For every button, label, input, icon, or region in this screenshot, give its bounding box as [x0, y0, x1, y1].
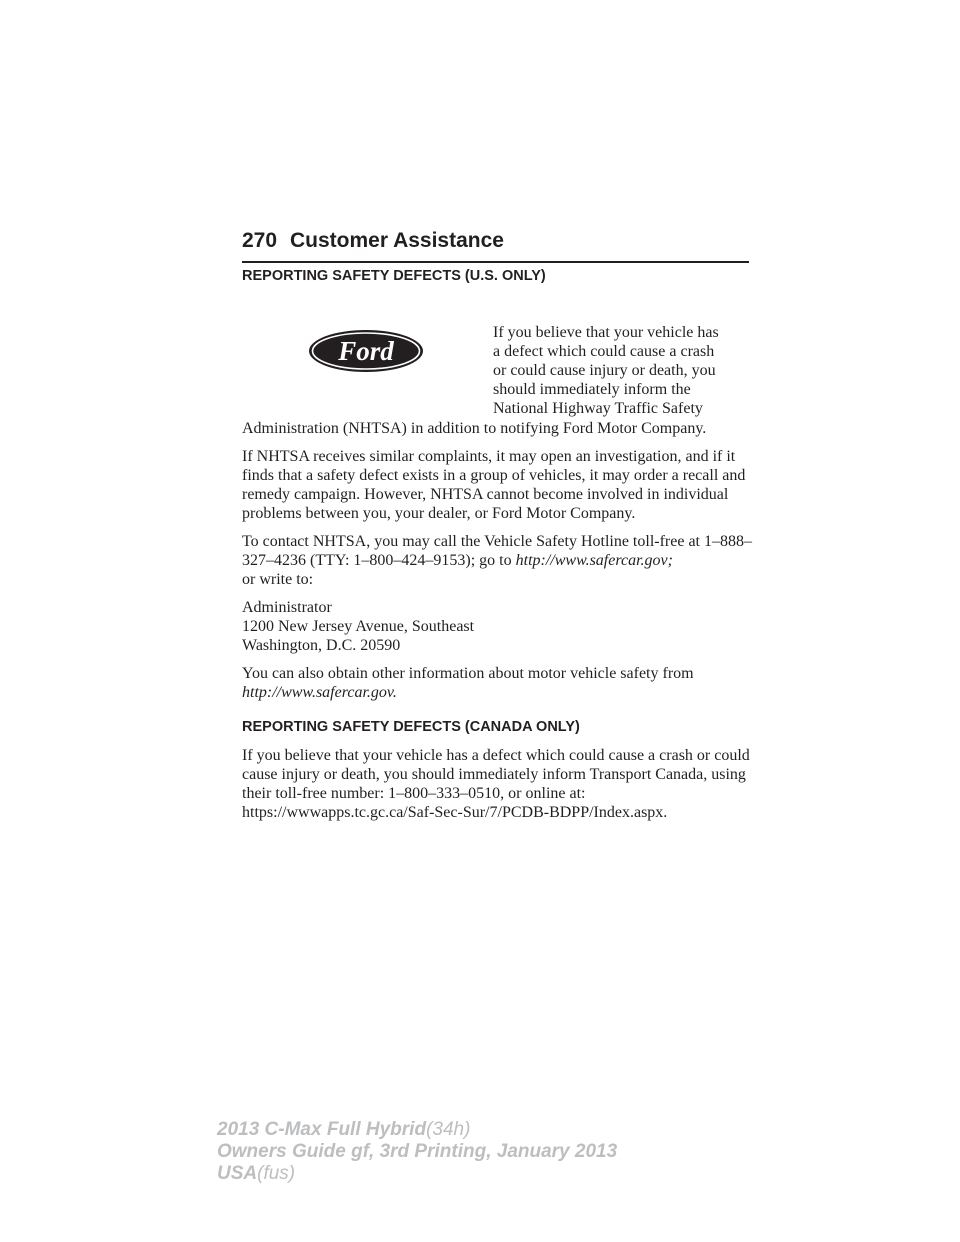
- section-title: Customer Assistance: [290, 229, 504, 252]
- intro-line: If you believe that your vehicle has: [493, 324, 719, 341]
- intro-line: National Highway Traffic Safety: [493, 400, 703, 417]
- page-number: 270: [242, 229, 278, 252]
- footer-line-2: Owners Guide gf, 3rd Printing, January 2013: [217, 1141, 618, 1162]
- contact-text: To contact NHTSA, you may call the Vehicle Safety Hotline toll-free at 1–888–327–4236 (TTY: 1–800–424–9153); go to: [242, 533, 752, 569]
- intro-line: should immediately inform the: [493, 381, 691, 398]
- footer-model: 2013 C-Max Full Hybrid: [217, 1119, 427, 1140]
- safercar-link[interactable]: http://www.safercar.gov;: [515, 552, 673, 569]
- page-header: [242, 229, 749, 263]
- intro-continuation: Administration (NHTSA) in addition to notifying Ford Motor Company.: [242, 420, 707, 437]
- nhtsa-investigation-paragraph: If NHTSA receives similar complaints, it may open an investigation, and if it finds that a safety defect exists in a group of vehicles, it may order a recall and remedy campaign. However, NHTSA cannot become involved in individual problems between you, your dealer, or Ford Motor Company.: [242, 448, 746, 522]
- intro-text: [493, 323, 753, 418]
- contact-end: or write to:: [242, 571, 314, 588]
- address-line: Administrator: [242, 599, 332, 616]
- canada-section-heading: REPORTING SAFETY DEFECTS (CANADA ONLY): [242, 719, 580, 735]
- canada-paragraph: If you believe that your vehicle has a defect which could cause a crash or could cause injury or death, you should immediately inform Transport Canada, using their toll-free number: 1–800–333–0510, or online at: https://wwwapps.tc.gc.ca/Saf-Sec-Sur/7/PCDB-BDPP/Index.aspx.: [242, 747, 750, 821]
- more-info-text: You can also obtain other information about motor vehicle safety from: [242, 665, 694, 682]
- address-line: 1200 New Jersey Avenue, Southeast: [242, 618, 475, 635]
- intro-line: a defect which could cause a crash: [493, 343, 715, 360]
- us-section-heading: REPORTING SAFETY DEFECTS (U.S. ONLY): [242, 268, 546, 284]
- footer-code: (34h): [426, 1119, 471, 1140]
- footer-market: USA: [217, 1163, 258, 1184]
- more-info-paragraph: [242, 664, 752, 702]
- print-footer: [217, 1119, 617, 1185]
- ford-logo-icon: [308, 329, 424, 373]
- svg-text:Ford: Ford: [338, 336, 394, 366]
- footer-market-code: (fus): [257, 1163, 296, 1184]
- intro-line: or could cause injury or death, you: [493, 362, 716, 379]
- nhtsa-contact-paragraph: [242, 532, 752, 589]
- safercar-link-2[interactable]: http://www.safercar.gov.: [242, 684, 397, 701]
- intro-block: [242, 295, 752, 419]
- nhtsa-address: [242, 598, 752, 655]
- footer-line-3: [217, 1163, 617, 1185]
- footer-line-1: [217, 1119, 617, 1141]
- page-body: [242, 267, 752, 831]
- address-line: Washington, D.C. 20590: [242, 637, 401, 654]
